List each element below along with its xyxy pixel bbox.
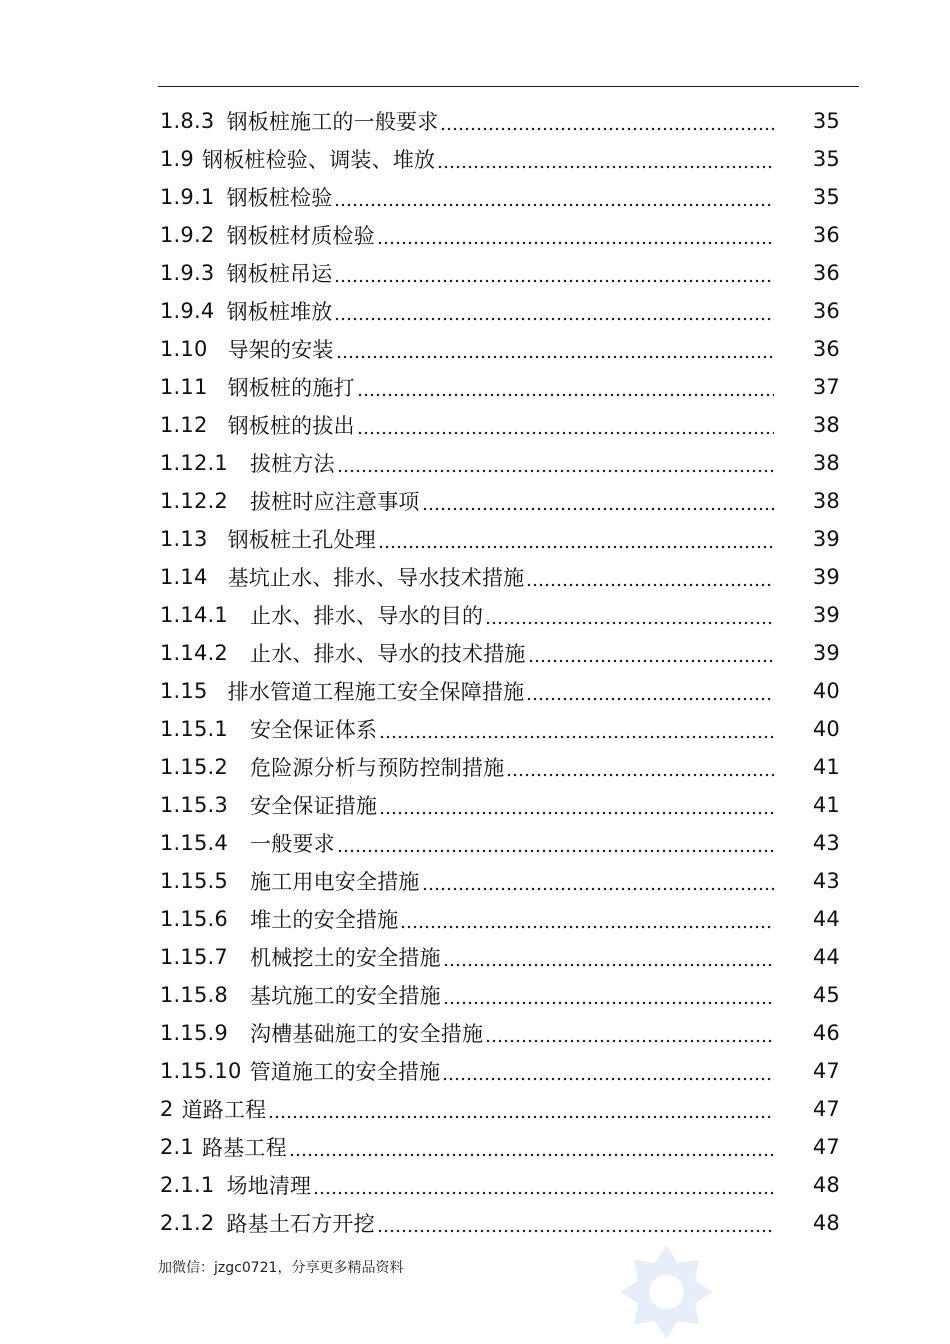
toc-entry[interactable] <box>160 634 840 672</box>
toc-entry-page: 46 <box>812 1021 840 1045</box>
toc-entry-number: 1.9.4 <box>160 299 215 323</box>
toc-entry-number: 1.15.3 <box>160 793 228 817</box>
toc-leader-dots <box>443 984 774 1006</box>
toc-entry-page: 41 <box>812 755 840 779</box>
toc-leader-dots <box>400 908 774 930</box>
toc-entry[interactable] <box>160 520 840 558</box>
toc-entry-number: 1.8.3 <box>160 109 215 133</box>
toc-entry-title: 钢板桩检验 <box>226 186 333 210</box>
toc-entry[interactable] <box>160 444 840 482</box>
toc-entry-page: 43 <box>812 831 840 855</box>
toc-entry[interactable] <box>160 748 840 786</box>
toc-entry[interactable] <box>160 330 840 368</box>
toc-entry-title: 钢板桩吊运 <box>226 262 333 286</box>
toc-entry-number: 1.15.8 <box>160 983 228 1007</box>
toc-leader-dots <box>422 490 774 512</box>
toc-entry-page: 47 <box>812 1059 840 1083</box>
toc-entry[interactable] <box>160 900 840 938</box>
toc-leader-dots <box>440 110 774 132</box>
toc-entry-title: 危险源分析与预防控制措施 <box>250 756 505 780</box>
toc-entry-number: 1.9 <box>160 147 194 171</box>
toc-entry-title: 管道施工的安全措施 <box>249 1060 441 1084</box>
toc-leader-dots <box>442 1060 774 1082</box>
toc-leader-dots <box>526 680 774 702</box>
toc-entry-page: 47 <box>812 1135 840 1159</box>
toc-entry-title: 堆土的安全措施 <box>250 908 399 932</box>
toc-entry-title: 钢板桩检验、调装、堆放 <box>202 148 436 172</box>
toc-entry-title: 机械挖土的安全措施 <box>250 946 441 970</box>
toc-entry-title: 安全保证措施 <box>250 794 378 818</box>
toc-leader-dots <box>313 1174 774 1196</box>
toc-entry-title: 施工用电安全措施 <box>250 870 420 894</box>
toc-entry[interactable] <box>160 938 840 976</box>
toc-entry[interactable] <box>160 292 840 330</box>
toc-leader-dots <box>422 870 774 892</box>
toc-entry-title: 钢板桩堆放 <box>226 300 333 324</box>
toc-entry[interactable] <box>160 102 840 140</box>
toc-entry-page: 38 <box>812 489 840 513</box>
toc-entry[interactable] <box>160 1052 840 1090</box>
toc-entry[interactable] <box>160 672 840 710</box>
toc-entry-number: 1.12.1 <box>160 451 228 475</box>
toc-leader-dots <box>485 604 774 626</box>
header-rule <box>158 86 859 87</box>
watermark-logo <box>614 1244 719 1340</box>
toc-entry-number: 2.1.2 <box>160 1211 215 1235</box>
toc-entry-page: 39 <box>812 641 840 665</box>
toc-leader-dots <box>377 1212 774 1234</box>
toc-leader-dots <box>379 718 774 740</box>
toc-entry-page: 48 <box>812 1173 840 1197</box>
toc-leader-dots <box>334 186 774 208</box>
toc-entry-number: 1.9.2 <box>160 223 215 247</box>
toc-entry-page: 35 <box>812 185 840 209</box>
toc-leader-dots <box>289 1136 774 1158</box>
toc-leader-dots <box>268 1098 774 1120</box>
toc-entry[interactable] <box>160 1014 840 1052</box>
toc-leader-dots <box>337 452 774 474</box>
toc-leader-dots <box>379 794 774 816</box>
toc-entry-number: 1.14.1 <box>160 603 228 627</box>
toc-entry-number: 1.15.9 <box>160 1021 228 1045</box>
toc-entry-number: 1.14.2 <box>160 641 228 665</box>
toc-entry[interactable] <box>160 824 840 862</box>
toc-entry-title: 道路工程 <box>181 1098 267 1122</box>
toc-entry-number: 1.15 <box>160 679 208 703</box>
toc-entry-number: 1.15.10 <box>160 1059 242 1083</box>
toc-entry-title: 钢板桩土孔处理 <box>227 528 376 552</box>
toc-leader-dots <box>357 376 774 398</box>
toc-entry-title: 沟槽基础施工的安全措施 <box>250 1022 484 1046</box>
toc-entry-number: 1.14 <box>160 565 208 589</box>
toc-entry[interactable] <box>160 140 840 178</box>
toc-leader-dots <box>506 756 774 778</box>
toc-entry-page: 45 <box>812 983 840 1007</box>
toc-entry-title: 止水、排水、导水的技术措施 <box>250 642 526 666</box>
toc-entry-page: 39 <box>812 527 840 551</box>
toc-leader-dots <box>334 300 774 322</box>
toc-leader-dots <box>443 946 774 968</box>
toc-entry-title: 路基土石方开挖 <box>226 1212 375 1236</box>
toc-entry[interactable] <box>160 178 840 216</box>
toc-entry-page: 47 <box>812 1097 840 1121</box>
toc-entry-page: 37 <box>812 375 840 399</box>
toc-entry[interactable] <box>160 1090 840 1128</box>
toc-leader-dots <box>337 832 774 854</box>
toc-entry-page: 39 <box>812 565 840 589</box>
toc-entry-page: 36 <box>812 261 840 285</box>
toc-entry[interactable] <box>160 368 840 406</box>
toc-entry[interactable] <box>160 710 840 748</box>
toc-leader-dots <box>526 566 774 588</box>
toc-entry[interactable] <box>160 1204 840 1242</box>
toc-entry-title: 路基工程 <box>202 1136 287 1160</box>
toc-entry-title: 钢板桩施工的一般要求 <box>226 110 439 134</box>
toc-entry-title: 导架的安装 <box>227 338 334 362</box>
toc-entry-number: 1.15.7 <box>160 945 228 969</box>
toc-entry[interactable] <box>160 1128 840 1166</box>
toc-entry-title: 基坑施工的安全措施 <box>250 984 441 1008</box>
toc-leader-dots <box>357 414 774 436</box>
toc-entry-number: 1.15.1 <box>160 717 228 741</box>
toc-entry-number: 1.15.4 <box>160 831 228 855</box>
toc-entry-number: 1.12.2 <box>160 489 228 513</box>
toc-entry-page: 48 <box>812 1211 840 1235</box>
table-of-contents <box>160 102 840 1242</box>
toc-entry[interactable] <box>160 786 840 824</box>
toc-entry-number: 1.15.2 <box>160 755 228 779</box>
toc-entry-number: 1.12 <box>160 413 208 437</box>
toc-entry-title: 钢板桩的拔出 <box>227 414 355 438</box>
toc-entry-number: 2.1.1 <box>160 1173 215 1197</box>
toc-entry-page: 44 <box>812 945 840 969</box>
toc-entry-number: 2 <box>160 1097 174 1121</box>
toc-entry-number: 1.9.3 <box>160 261 215 285</box>
toc-entry-number: 1.11 <box>160 375 208 399</box>
toc-entry-page: 36 <box>812 337 840 361</box>
toc-entry-page: 35 <box>812 109 840 133</box>
toc-entry-page: 41 <box>812 793 840 817</box>
toc-entry-number: 1.15.6 <box>160 907 228 931</box>
toc-entry-number: 1.15.5 <box>160 869 228 893</box>
toc-leader-dots <box>485 1022 774 1044</box>
toc-entry[interactable] <box>160 406 840 444</box>
toc-entry-page: 36 <box>812 299 840 323</box>
toc-entry[interactable] <box>160 1166 840 1204</box>
toc-entry-title: 基坑止水、排水、导水技术措施 <box>227 566 525 590</box>
toc-leader-dots <box>437 148 774 170</box>
toc-entry[interactable] <box>160 482 840 520</box>
footer-note: 加微信：jzgc0721，分享更多精品资料 <box>158 1260 404 1276</box>
toc-leader-dots <box>377 224 774 246</box>
toc-entry-page: 40 <box>812 679 840 703</box>
toc-entry[interactable] <box>160 596 840 634</box>
toc-entry-page: 35 <box>812 147 840 171</box>
toc-entry[interactable] <box>160 558 840 596</box>
toc-leader-dots <box>334 262 774 284</box>
toc-entry[interactable] <box>160 862 840 900</box>
toc-entry[interactable] <box>160 976 840 1014</box>
toc-entry-title: 安全保证体系 <box>250 718 378 742</box>
toc-entry-title: 止水、排水、导水的目的 <box>250 604 484 628</box>
toc-entry-page: 38 <box>812 413 840 437</box>
toc-entry-page: 38 <box>812 451 840 475</box>
toc-entry-number: 1.13 <box>160 527 208 551</box>
toc-entry-number: 2.1 <box>160 1135 194 1159</box>
toc-leader-dots <box>378 528 774 550</box>
toc-entry-page: 39 <box>812 603 840 627</box>
toc-entry-title: 一般要求 <box>250 832 335 856</box>
toc-leader-dots <box>336 338 774 360</box>
toc-entry-title: 拔桩时应注意事项 <box>250 490 420 514</box>
toc-entry-page: 40 <box>812 717 840 741</box>
toc-entry-page: 43 <box>812 869 840 893</box>
toc-entry-title: 钢板桩的施打 <box>227 376 355 400</box>
toc-entry[interactable] <box>160 254 840 292</box>
toc-entry-page: 36 <box>812 223 840 247</box>
toc-entry-title: 钢板桩材质检验 <box>226 224 375 248</box>
toc-entry-title: 场地清理 <box>226 1174 312 1198</box>
toc-entry[interactable] <box>160 216 840 254</box>
toc-entry-page: 44 <box>812 907 840 931</box>
toc-leader-dots <box>528 642 774 664</box>
toc-entry-number: 1.10 <box>160 337 208 361</box>
toc-entry-title: 排水管道工程施工安全保障措施 <box>227 680 525 704</box>
toc-entry-number: 1.9.1 <box>160 185 215 209</box>
toc-entry-title: 拔桩方法 <box>250 452 335 476</box>
